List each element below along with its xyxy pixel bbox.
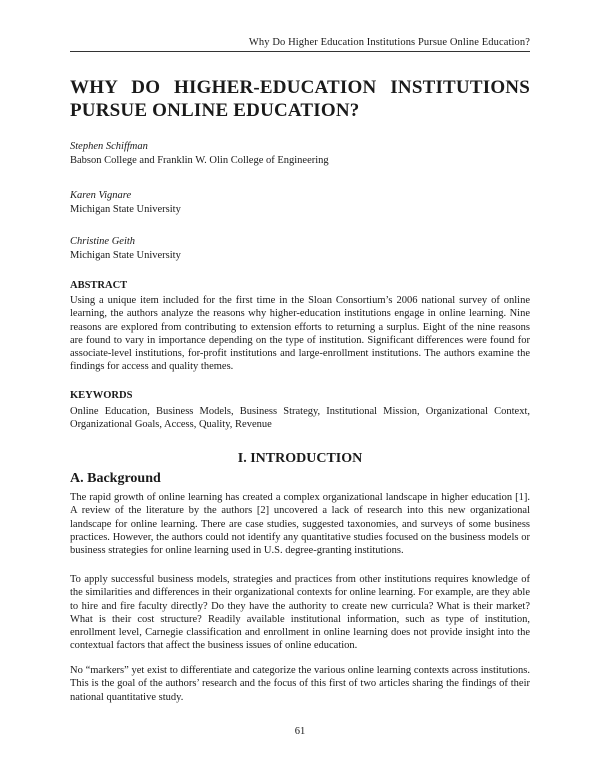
header-rule [70, 51, 530, 52]
author-name: Stephen Schiffman [70, 141, 148, 152]
author-name: Christine Geith [70, 236, 136, 247]
author-affiliation: Michigan State University [70, 204, 181, 215]
author-block [70, 140, 329, 168]
keywords-text: Online Education, Business Models, Business Strategy, Institutional Mission, Organizational Context, Organizational Goals, Access, Quality, Revenue [70, 406, 530, 431]
body-paragraph: The rapid growth of online learning has created a complex organizational landscape in higher education [1]. A review of the literature by the authors [2] uncovered a lack of research into this new organizational landscape for online learning. There are case studies, suggested taxonomies, and surveys of some business practices. However, the authors could not identify any quantitative studies focused on the business models or business strategies for online learning used in U.S. degree-granting institutions. [70, 492, 530, 557]
abstract-text: Using a unique item included for the first time in the Sloan Consortium’s 2006 national survey of online learning, the authors analyze the reasons why higher-education institutions engage in online learning. Nine reasons are explored from contributing to extension efforts to returning a surplus. Eight of the nine reasons are found to vary in importance depending on the type of institution. Significant differences were found for associate-level institutions, for-profit institutions and large-enrollment institutions. The authors examine the findings for access and quality themes. [70, 295, 530, 373]
abstract-label: ABSTRACT [70, 280, 128, 291]
running-head: Why Do Higher Education Institutions Pursue Online Education? [248, 37, 530, 48]
keywords-label: KEYWORDS [70, 390, 133, 401]
subsection-heading: A. Background [70, 471, 161, 486]
body-paragraph: No “markers” yet exist to differentiate and categorize the various online learning contexts across institutions. This is the goal of the authors’ research and the focus of this first of two articles sharing the findings of their national quantitative study. [70, 665, 530, 703]
paper-title: WHY DO HIGHER-EDUCATION INSTITUTIONS PURSUE ONLINE EDUCATION? [70, 77, 530, 121]
page-number: 61 [294, 726, 306, 737]
body-paragraph: To apply successful business models, strategies and practices from other institutions requires knowledge of the similarities and differences in their organizational contexts for online learning. For example, are they able to hire and fire faculty directly? Do they have the authority to create new curricula? What is their market? What is their cost structure? Readily available institutional information, such as type of institution, enrollment level, Carnegie classification and enrollment in online learning does not provide insight into the contextual factors that affect the business issues of online education. [70, 574, 530, 652]
author-affiliation: Michigan State University [70, 250, 181, 261]
author-affiliation: Babson College and Franklin W. Olin College of Engineering [70, 155, 329, 166]
section-heading: I. INTRODUCTION [237, 451, 363, 466]
author-name: Karen Vignare [70, 190, 132, 201]
author-block [70, 189, 181, 217]
author-block [70, 235, 181, 263]
